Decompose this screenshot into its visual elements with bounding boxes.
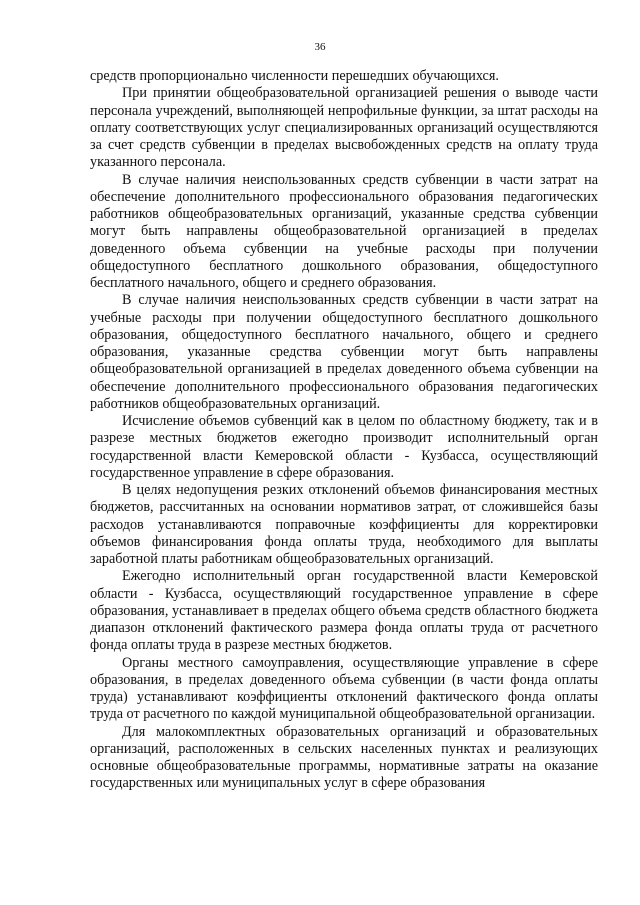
document-body bbox=[90, 68, 598, 793]
paragraph: В случае наличия неиспользованных средств субвенции в части затрат на обеспечение дополнительного профессионального образования педагогических работников общеобразовательных организаций, указанные средства субвенции могут быть направлены общеобразовательной организацией в пределах доведенного объема субвенции на учебные расходы при получении общедоступного бесплатного дошкольного образования, общедоступного бесплатного начального, общего и среднего образования. bbox=[90, 171, 598, 291]
paragraph: При принятии общеобразовательной организацией решения о выводе части персонала учреждений, выполняющей непрофильные функции, за штат расходы на оплату соответствующих услуг специализированных организаций осуществляются за счет средств субвенции в пределах высвобожденных средств на оплату труда указанного персонала. bbox=[90, 85, 598, 171]
page-number: 36 bbox=[314, 41, 326, 53]
paragraph: В случае наличия неиспользованных средств субвенции в части затрат на учебные расходы при получении общедоступного бесплатного дошкольного образования, общедоступного бесплатного начального, общего и среднего образования, указанные средства субвенции могут быть направлены общеобразовательной организацией в пределах доведенного объема субвенции на обеспечение дополнительного профессионального образования педагогических работников общеобразовательных организаций. bbox=[90, 292, 598, 412]
paragraph: Для малокомплектных образовательных организаций и образовательных организаций, расположенных в сельских населенных пунктах и реализующих основные общеобразовательные программы, нормативные затраты на оказание государственных или муниципальных услуг в сфере образования bbox=[90, 723, 598, 792]
paragraph: Исчисление объемов субвенций как в целом по областному бюджету, так и в разрезе местных бюджетов ежегодно производит исполнительный орган государственной власти Кемеровской области - Кузбасса, осуществляющий государственное управление в сфере образования. bbox=[90, 413, 598, 481]
paragraph: В целях недопущения резких отклонений объемов финансирования местных бюджетов, рассчитанных на основании нормативов затрат, от сложившейся базы расходов устанавливаются поправочные коэффициенты для корректировки объемов финансирования фонда оплаты труда, необходимого для выплаты заработной платы работникам общеобразовательных организаций. bbox=[90, 482, 598, 567]
paragraph: Органы местного самоуправления, осуществляющие управление в сфере образования, в пределах доведенного объема субвенции (в части фонда оплаты труда) устанавливают коэффициенты отклонений фактического фонда оплаты труда от расчетного по каждой муниципальной общеобразовательной организации. bbox=[90, 654, 598, 723]
paragraph: средств пропорционально численности перешедших обучающихся. bbox=[90, 68, 499, 84]
paragraph: Ежегодно исполнительный орган государственной власти Кемеровской области - Кузбасса, осуществляющий государственное управление в сфере образования, устанавливает в пределах общего объема средств областного бюджета диапазон отклонений фактического размера фонда оплаты труда от расчетного фонда оплаты труда в разрезе местных бюджетов. bbox=[90, 568, 598, 654]
